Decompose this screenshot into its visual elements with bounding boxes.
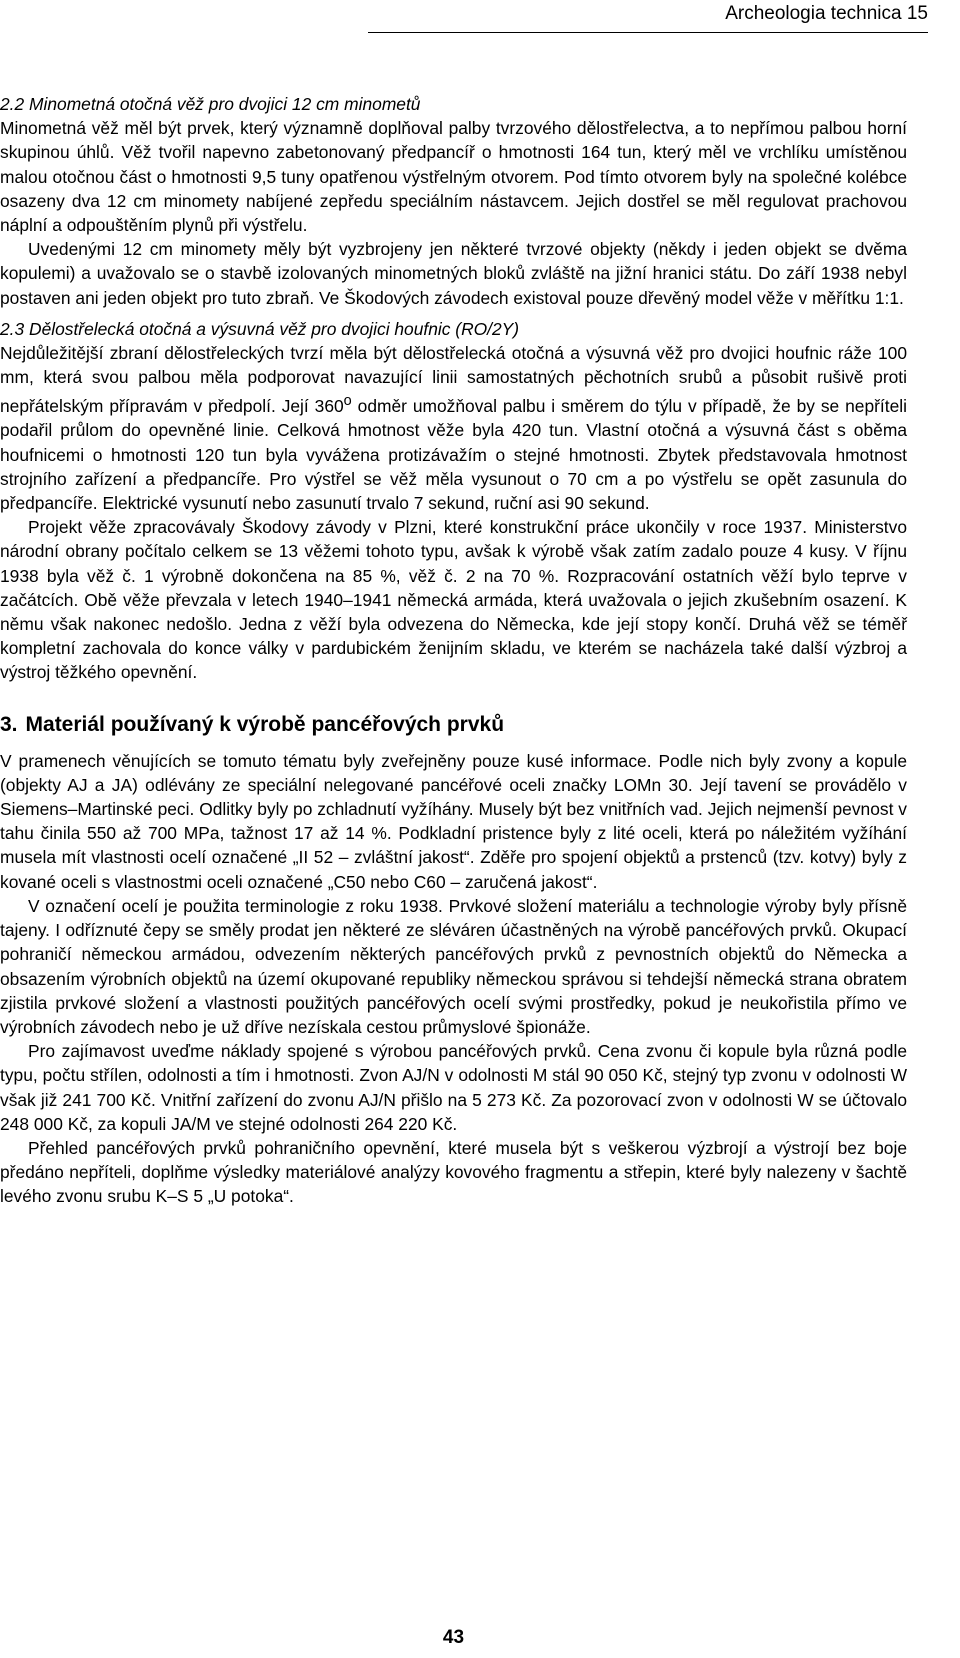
paragraph: Minometná věž měl být prvek, který významně doplňoval palby tvrzového dělostřelectva, a to nepřímou palbou horní skupinou úhlů. Věž tvořil napevno zabetonovaný předpancíř o hmotnosti 164 tun, který měl ve vrchlíku umístěnou malou otočnou část o hmotnosti 9,5 tuny opatřenou výstřelným otvorem. Pod tímto otvorem byly na společné kolébce osazeny dva 12 cm minomety nabíjené zepředu speciálním nástavcem. Jejich dostřel se měl regulovat prachovou náplní a odpouštěním plynů při výstřelu. [0, 118, 907, 236]
paragraph: V označení ocelí je použita terminologie z roku 1938. Prvkové složení materiálu a technologie výroby byly přísně tajeny. I odříznuté čepy se směly prodat jen některé ze sléváren účastněných na výrobě pancéřových prvků. Okupací pohraničí německou armádou, odvezením některých pancéřových prvků z pevnostních objektů do Německa a obsazením výrobních objektů na území okupované republiky německou správou si tehdejší německá strana obratem zjistila prvkové složení a vlastnosti použitých pancéřových ocelí svými prostředky, pokud je neukořistila přímo ve výrobních závodech nebo je už dříve nezískala cestou průmyslové špionáže. [0, 895, 907, 1037]
paragraph: V pramenech věnujících se tomuto tématu byly zveřejněny pouze kusé informace. Podle nich byly zvony a kopule (objekty AJ a JA) odlévány ze speciální nelegované pancéřové oceli značky LOMn 30. Její tavení se provádělo v Siemens–Martinské peci. Odlitky byly po zchladnutí vyžíhány. Musely být bez vnitřních vad. Jejich nejmenší pevnost v tahu činila 550 až 700 MPa, tažnost 17 až 14 %. Podkladní pristence byly z lité oceli, která po náležitém vyžíhání musela mít vlastnosti ocelí označené „II 52 – zvláštní jakost“. Zděře pro spojení objektů a prstenců (tzv. kotvy) byly z kované oceli s vlastnostmi oceli označené „C50 nebo C60 – zaručená jakost“. [0, 750, 907, 892]
running-head-title: Archeologia technica 15 [725, 3, 928, 24]
section-heading-3 [0, 711, 907, 739]
header-rule [368, 32, 928, 33]
paragraph-text: odměr umožňoval palbu i směrem do týlu v případě, že by se nepříteli podařil průlom do opevněné linie. Celková hmotnost věže byla 420 tun. Vlastní otočná a výsuvná část s oběma houfnicemi o hmotnosti 120 tun byla vyvážena protizávažím o stejné hmotnosti. Zbytek představovala hmotnost strojního zařízení a předpancíře. Pro výstřel se věž měla vysunout o 70 cm a po výstřelu se opět zasunula do předpancíře. Elektrické vysunutí nebo zasunutí trvalo 7 sekund, ruční asi 90 sekund. [0, 396, 907, 514]
paragraph: Uvedenými 12 cm minomety měly být vyzbrojeny jen některé tvrzové objekty (někdy i jeden objekt se dvěma kopulemi) a uvažovalo se o stavbě izolovaných minometných bloků zvláště na jižní hranici státu. Do září 1938 nebyl postaven ani jeden objekt pro tuto zbraň. Ve Škodových závodech existoval pouze dřevěný model věže v měřítku 1:1. [0, 239, 907, 308]
paragraph: Přehled pancéřových prvků pohraničního opevnění, které musela být s veškerou výzbrojí a výstrojí bez boje předáno nepříteli, doplňme výsledky materiálové analýzy kovového fragmentu a střepin, které byly nalezeny v šachtě levého zvonu srubu K–S 5 „U potoka“. [0, 1137, 907, 1207]
paragraph: Projekt věže zpracovávaly Škodovy závody v Plzni, které konstrukční práce ukončily v roce 1937. Ministerstvo národní obrany počítalo celkem se 13 věžemi tohoto typu, avšak k výrobě však zatím zadalo pouze 4 kusy. V říjnu 1938 byla věž č. 1 výrobně dokončena na 85 %, věž č. 2 na 70 %. Rozpracování ostatních věží bylo teprve v začátcích. Obě věže převzala v letech 1940–1941 německá armáda, která uvažovala o jejich zkušebním osazení. K němu však nakonec nedošlo. Jedna z věží byla odvezena do Německa, kde její stopy končí. Druhá věž se téměř kompletní zachovala do konce války v pardubickém ženijním skladu, ve kterém se nacházela také další výzbroj a výstroj těžkého opevnění. [0, 517, 907, 683]
subsection-heading-2-2: 2.2 Minometná otočná věž pro dvojici 12 cm minometů [0, 94, 421, 114]
page-number: 43 [442, 1627, 465, 1648]
section-number: 3. [0, 712, 18, 736]
paragraph: Pro zajímavost uveďme náklady spojené s výrobou pancéřových prvků. Cena zvonu či kopule byla různá podle typu, počtu střílen, odolnosti a tím i hmotnosti. Zvon AJ/N v odolnosti M stál 90 050 Kč, stejný typ zvonu v odolnosti W však již 241 700 Kč. Vnitřní zařízení do zvonu AJ/N přišlo na 5 273 Kč. Za pozorovací zvon v odolnosti W se účtovalo 248 000 Kč, za kopuli JA/M ve stejné odolnosti 264 220 Kč. [0, 1041, 907, 1134]
subsection-heading-2-3: 2.3 Dělostřelecká otočná a výsuvná věž pro dvojici houfnic (RO/2Y) [0, 318, 520, 339]
degree-superscript: o [343, 393, 352, 410]
section-title: Materiál používaný k výrobě pancéřových prvků [25, 712, 505, 736]
paragraph-text: Nejdůležitější zbraní dělostřeleckých tvrzí měla být dělostřelecká otočná a výsuvná věž pro dvojici houfnic ráže 100 mm, která svou palbou měla podporovat navazující linii samostatných pěchotních srubů a působit rušivě proti nepřátelským přípravám v předpolí. Její 360 [0, 343, 907, 417]
page-body [0, 92, 907, 1209]
paragraph [0, 341, 907, 515]
